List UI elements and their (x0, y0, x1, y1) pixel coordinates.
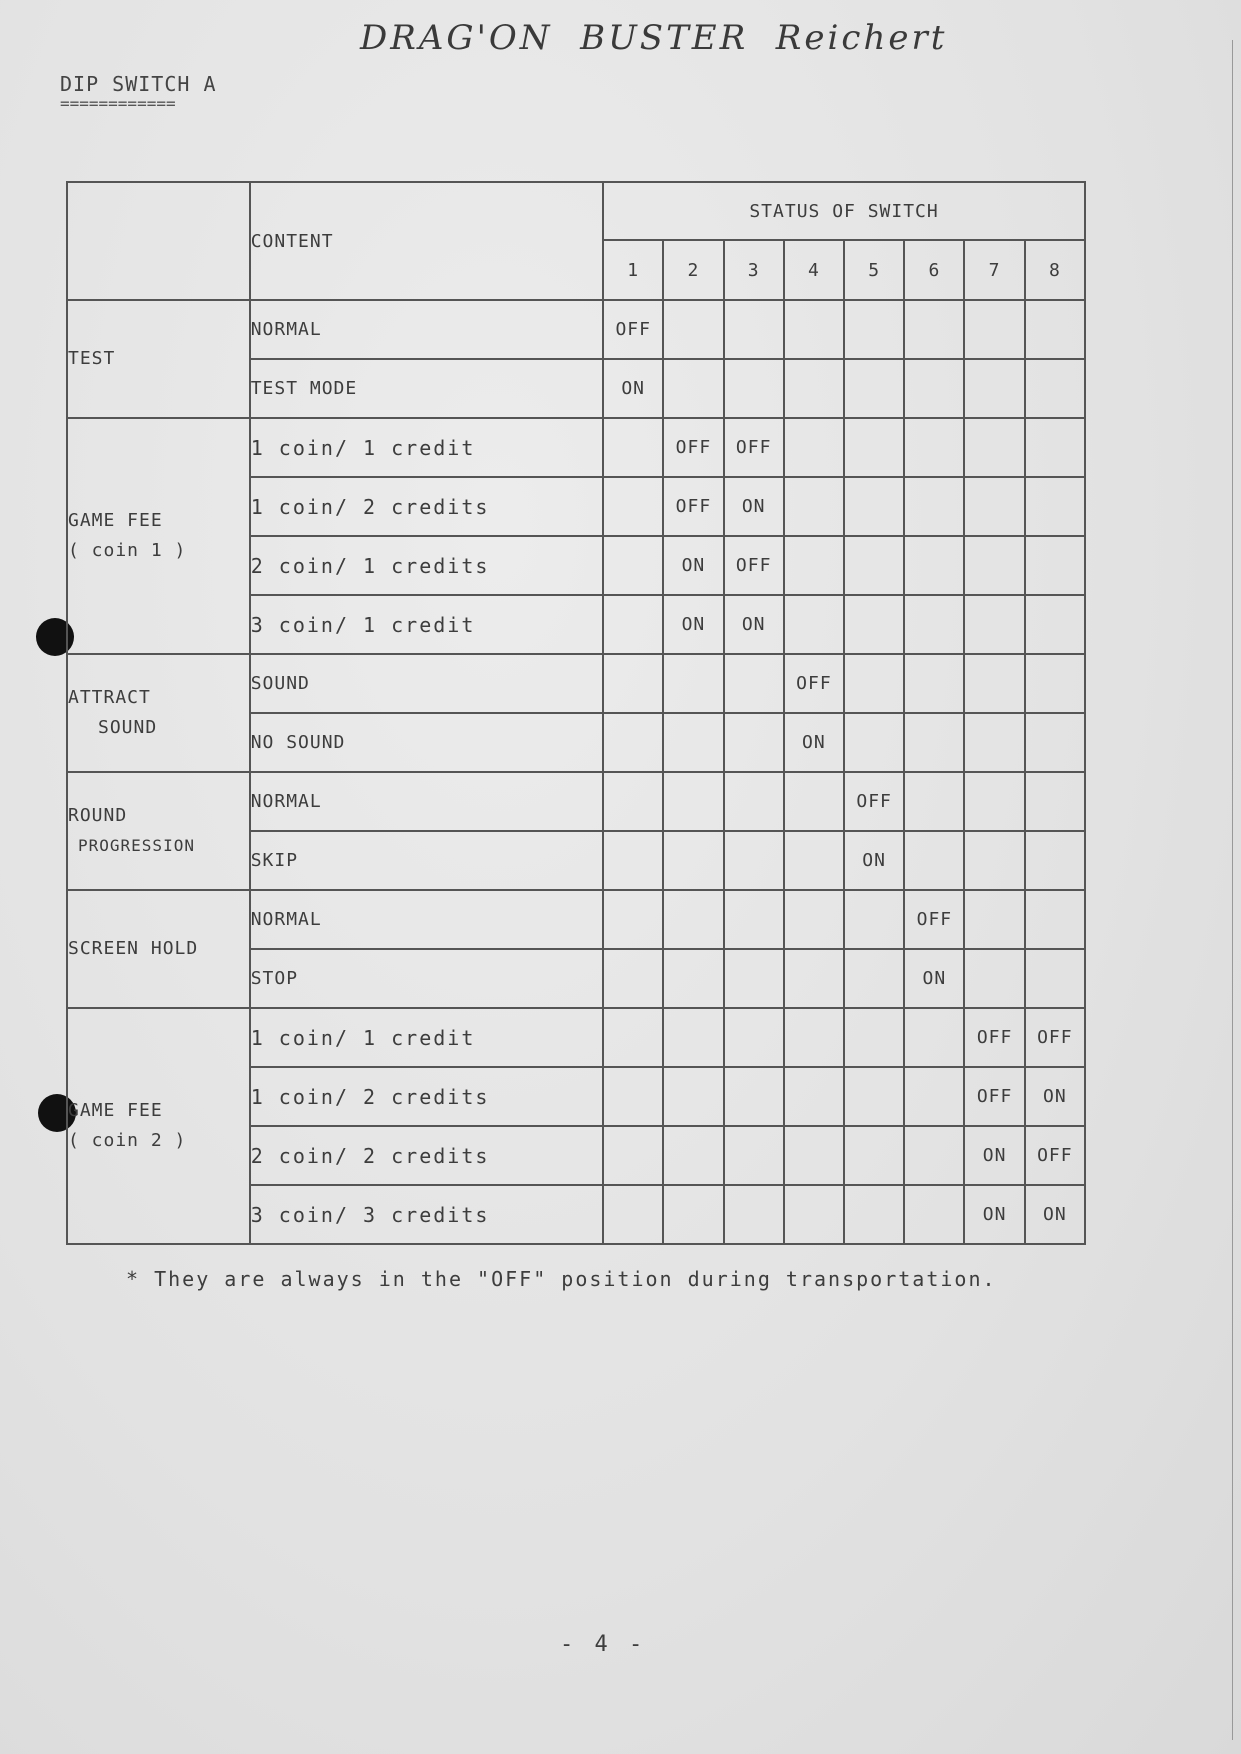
switch-state-cell (603, 418, 663, 477)
switch-state-cell (724, 772, 784, 831)
setting-row (67, 772, 1085, 831)
switch-state-cell: OFF (724, 418, 784, 477)
switch-state-cell (1025, 359, 1085, 418)
switch-state-cell (603, 713, 663, 772)
switch-state-cell (724, 359, 784, 418)
switch-state-cell (784, 1126, 844, 1185)
header-row (67, 182, 1085, 240)
switch-number: 8 (1025, 240, 1085, 300)
switch-state-cell (904, 1008, 964, 1067)
switch-state-cell (844, 1185, 904, 1244)
switch-state-cell (603, 1008, 663, 1067)
page-number: - 4 - (560, 1632, 647, 1657)
switch-state-cell (603, 654, 663, 713)
switch-number: 5 (844, 240, 904, 300)
content-cell: 1 coin/ 1 credit (250, 1008, 603, 1067)
switch-state-cell (964, 536, 1024, 595)
category-label: ( coin 1 ) (68, 540, 187, 561)
switch-state-cell (784, 359, 844, 418)
switch-state-cell: OFF (844, 772, 904, 831)
category-label: SCREEN HOLD (68, 938, 199, 959)
content-cell: SKIP (250, 831, 603, 890)
switch-state-cell (663, 772, 723, 831)
switch-state-cell (964, 359, 1024, 418)
switch-state-cell (724, 1008, 784, 1067)
content-cell: TEST MODE (250, 359, 603, 418)
switch-state-cell (904, 418, 964, 477)
content-cell: NORMAL (250, 772, 603, 831)
switch-state-cell (844, 536, 904, 595)
switch-state-cell (1025, 772, 1085, 831)
switch-state-cell (844, 890, 904, 949)
switch-state-cell (784, 1008, 844, 1067)
switch-state-cell (663, 831, 723, 890)
switch-state-cell (904, 1185, 964, 1244)
switch-state-cell (964, 477, 1024, 536)
switch-state-cell (603, 831, 663, 890)
switch-state-cell (663, 949, 723, 1008)
switch-state-cell: ON (663, 595, 723, 654)
switch-number: 4 (784, 240, 844, 300)
switch-state-cell: OFF (603, 300, 663, 359)
content-cell: STOP (250, 949, 603, 1008)
category-label: SOUND (98, 717, 158, 738)
switch-state-cell (964, 418, 1024, 477)
switch-state-cell (663, 1126, 723, 1185)
switch-state-cell (603, 1126, 663, 1185)
switch-state-cell (844, 359, 904, 418)
content-cell: 1 coin/ 1 credit (250, 418, 603, 477)
switch-state-cell (844, 1126, 904, 1185)
switch-state-cell (784, 418, 844, 477)
switch-state-cell (663, 1185, 723, 1244)
content-cell: 2 coin/ 2 credits (250, 1126, 603, 1185)
switch-state-cell: ON (964, 1185, 1024, 1244)
switch-state-cell (603, 536, 663, 595)
switch-state-cell (784, 890, 844, 949)
switch-state-cell (844, 477, 904, 536)
switch-state-cell (964, 831, 1024, 890)
switch-state-cell (844, 595, 904, 654)
switch-state-cell: ON (904, 949, 964, 1008)
content-cell: NORMAL (250, 300, 603, 359)
category-label: ( coin 2 ) (68, 1130, 187, 1151)
switch-state-cell (724, 300, 784, 359)
switch-state-cell (1025, 713, 1085, 772)
switch-state-cell (1025, 949, 1085, 1008)
switch-state-cell (844, 1067, 904, 1126)
switch-state-cell: OFF (964, 1008, 1024, 1067)
switch-state-cell (663, 1067, 723, 1126)
switch-state-cell (724, 831, 784, 890)
switch-state-cell: ON (724, 595, 784, 654)
switch-state-cell: OFF (724, 536, 784, 595)
switch-state-cell (964, 949, 1024, 1008)
switch-state-cell (1025, 477, 1085, 536)
category-cell (67, 300, 250, 418)
category-cell (67, 1008, 250, 1244)
switch-state-cell: ON (964, 1126, 1024, 1185)
category-cell (67, 418, 250, 654)
page-edge-line (1232, 40, 1233, 1740)
switch-state-cell (663, 713, 723, 772)
category-cell (67, 772, 250, 890)
content-cell: NO SOUND (250, 713, 603, 772)
category-label: TEST (68, 348, 116, 369)
switch-state-cell (964, 595, 1024, 654)
content-cell: 1 coin/ 2 credits (250, 1067, 603, 1126)
dip-switch-underline: ============ (60, 94, 176, 113)
switch-state-cell (603, 949, 663, 1008)
switch-state-cell (784, 536, 844, 595)
switch-state-cell (784, 595, 844, 654)
switch-state-cell (964, 654, 1024, 713)
switch-state-cell (724, 654, 784, 713)
switch-state-cell (904, 536, 964, 595)
switch-state-cell (904, 477, 964, 536)
switch-state-cell (1025, 654, 1085, 713)
content-cell: 1 coin/ 2 credits (250, 477, 603, 536)
switch-state-cell (844, 418, 904, 477)
switch-state-cell: ON (1025, 1067, 1085, 1126)
switch-state-cell: OFF (1025, 1126, 1085, 1185)
switch-state-cell (724, 1126, 784, 1185)
switch-state-cell (724, 1067, 784, 1126)
switch-state-cell (904, 1067, 964, 1126)
footnote: * They are always in the "OFF" position during transportation. (126, 1267, 997, 1291)
switch-state-cell (844, 1008, 904, 1067)
switch-number: 6 (904, 240, 964, 300)
switch-state-cell (904, 654, 964, 713)
switch-state-cell (1025, 890, 1085, 949)
switch-state-cell (603, 477, 663, 536)
category-label: GAME FEE (68, 1100, 163, 1121)
switch-state-cell (663, 654, 723, 713)
switch-state-cell (904, 300, 964, 359)
content-cell: 3 coin/ 3 credits (250, 1185, 603, 1244)
category-cell (67, 890, 250, 1008)
switch-state-cell (844, 654, 904, 713)
switch-number: 3 (724, 240, 784, 300)
switch-state-cell: ON (1025, 1185, 1085, 1244)
switch-state-cell (663, 890, 723, 949)
switch-state-cell: OFF (784, 654, 844, 713)
switch-state-cell (663, 359, 723, 418)
switch-state-cell (784, 831, 844, 890)
switch-state-cell (1025, 831, 1085, 890)
switch-state-cell (1025, 536, 1085, 595)
switch-state-cell (663, 300, 723, 359)
switch-state-cell (784, 949, 844, 1008)
category-label: ROUND (68, 805, 128, 826)
switch-state-cell (964, 713, 1024, 772)
switch-state-cell: ON (663, 536, 723, 595)
switch-state-cell (603, 890, 663, 949)
switch-state-cell: OFF (1025, 1008, 1085, 1067)
switch-state-cell: OFF (904, 890, 964, 949)
content-cell: 2 coin/ 1 credits (250, 536, 603, 595)
handwritten-title: DRAG'ON BUSTER Reichert (360, 18, 948, 58)
switch-state-cell: ON (844, 831, 904, 890)
switch-state-cell (964, 300, 1024, 359)
switch-state-cell (724, 890, 784, 949)
switch-state-cell (904, 831, 964, 890)
switch-state-cell (784, 1067, 844, 1126)
switch-state-cell (904, 713, 964, 772)
setting-row (67, 890, 1085, 949)
switch-state-cell: OFF (663, 418, 723, 477)
switch-state-cell: ON (784, 713, 844, 772)
switch-state-cell (844, 300, 904, 359)
switch-state-cell (904, 1126, 964, 1185)
switch-state-cell (904, 772, 964, 831)
switch-state-cell (1025, 595, 1085, 654)
switch-state-cell (964, 890, 1024, 949)
category-label: ATTRACT (68, 687, 151, 708)
status-header: STATUS OF SWITCH (603, 182, 1085, 240)
content-header: CONTENT (250, 182, 603, 300)
switch-state-cell (603, 595, 663, 654)
switch-state-cell (784, 300, 844, 359)
switch-state-cell (1025, 418, 1085, 477)
header-blank-cell (67, 182, 250, 300)
switch-state-cell (663, 1008, 723, 1067)
dip-switch-table (66, 181, 1086, 1245)
switch-state-cell (724, 949, 784, 1008)
switch-state-cell (904, 359, 964, 418)
switch-state-cell: ON (603, 359, 663, 418)
switch-state-cell (603, 1185, 663, 1244)
content-cell: SOUND (250, 654, 603, 713)
category-label: GAME FEE (68, 510, 163, 531)
dip-switch-title: DIP SWITCH A (60, 72, 217, 96)
switch-state-cell: OFF (663, 477, 723, 536)
switch-state-cell (844, 949, 904, 1008)
switch-state-cell (784, 1185, 844, 1244)
switch-state-cell (603, 772, 663, 831)
setting-row (67, 300, 1085, 359)
setting-row (67, 654, 1085, 713)
category-label: PROGRESSION (78, 836, 195, 855)
content-cell: NORMAL (250, 890, 603, 949)
switch-state-cell (784, 477, 844, 536)
switch-state-cell (724, 1185, 784, 1244)
switch-state-cell (724, 713, 784, 772)
switch-state-cell (784, 772, 844, 831)
content-cell: 3 coin/ 1 credit (250, 595, 603, 654)
category-cell (67, 654, 250, 772)
switch-number: 1 (603, 240, 663, 300)
switch-state-cell (904, 595, 964, 654)
setting-row (67, 1008, 1085, 1067)
switch-number: 2 (663, 240, 723, 300)
switch-state-cell (1025, 300, 1085, 359)
setting-row (67, 418, 1085, 477)
switch-number: 7 (964, 240, 1024, 300)
switch-state-cell (964, 772, 1024, 831)
switch-state-cell (603, 1067, 663, 1126)
switch-state-cell: OFF (964, 1067, 1024, 1126)
switch-state-cell (844, 713, 904, 772)
switch-state-cell: ON (724, 477, 784, 536)
